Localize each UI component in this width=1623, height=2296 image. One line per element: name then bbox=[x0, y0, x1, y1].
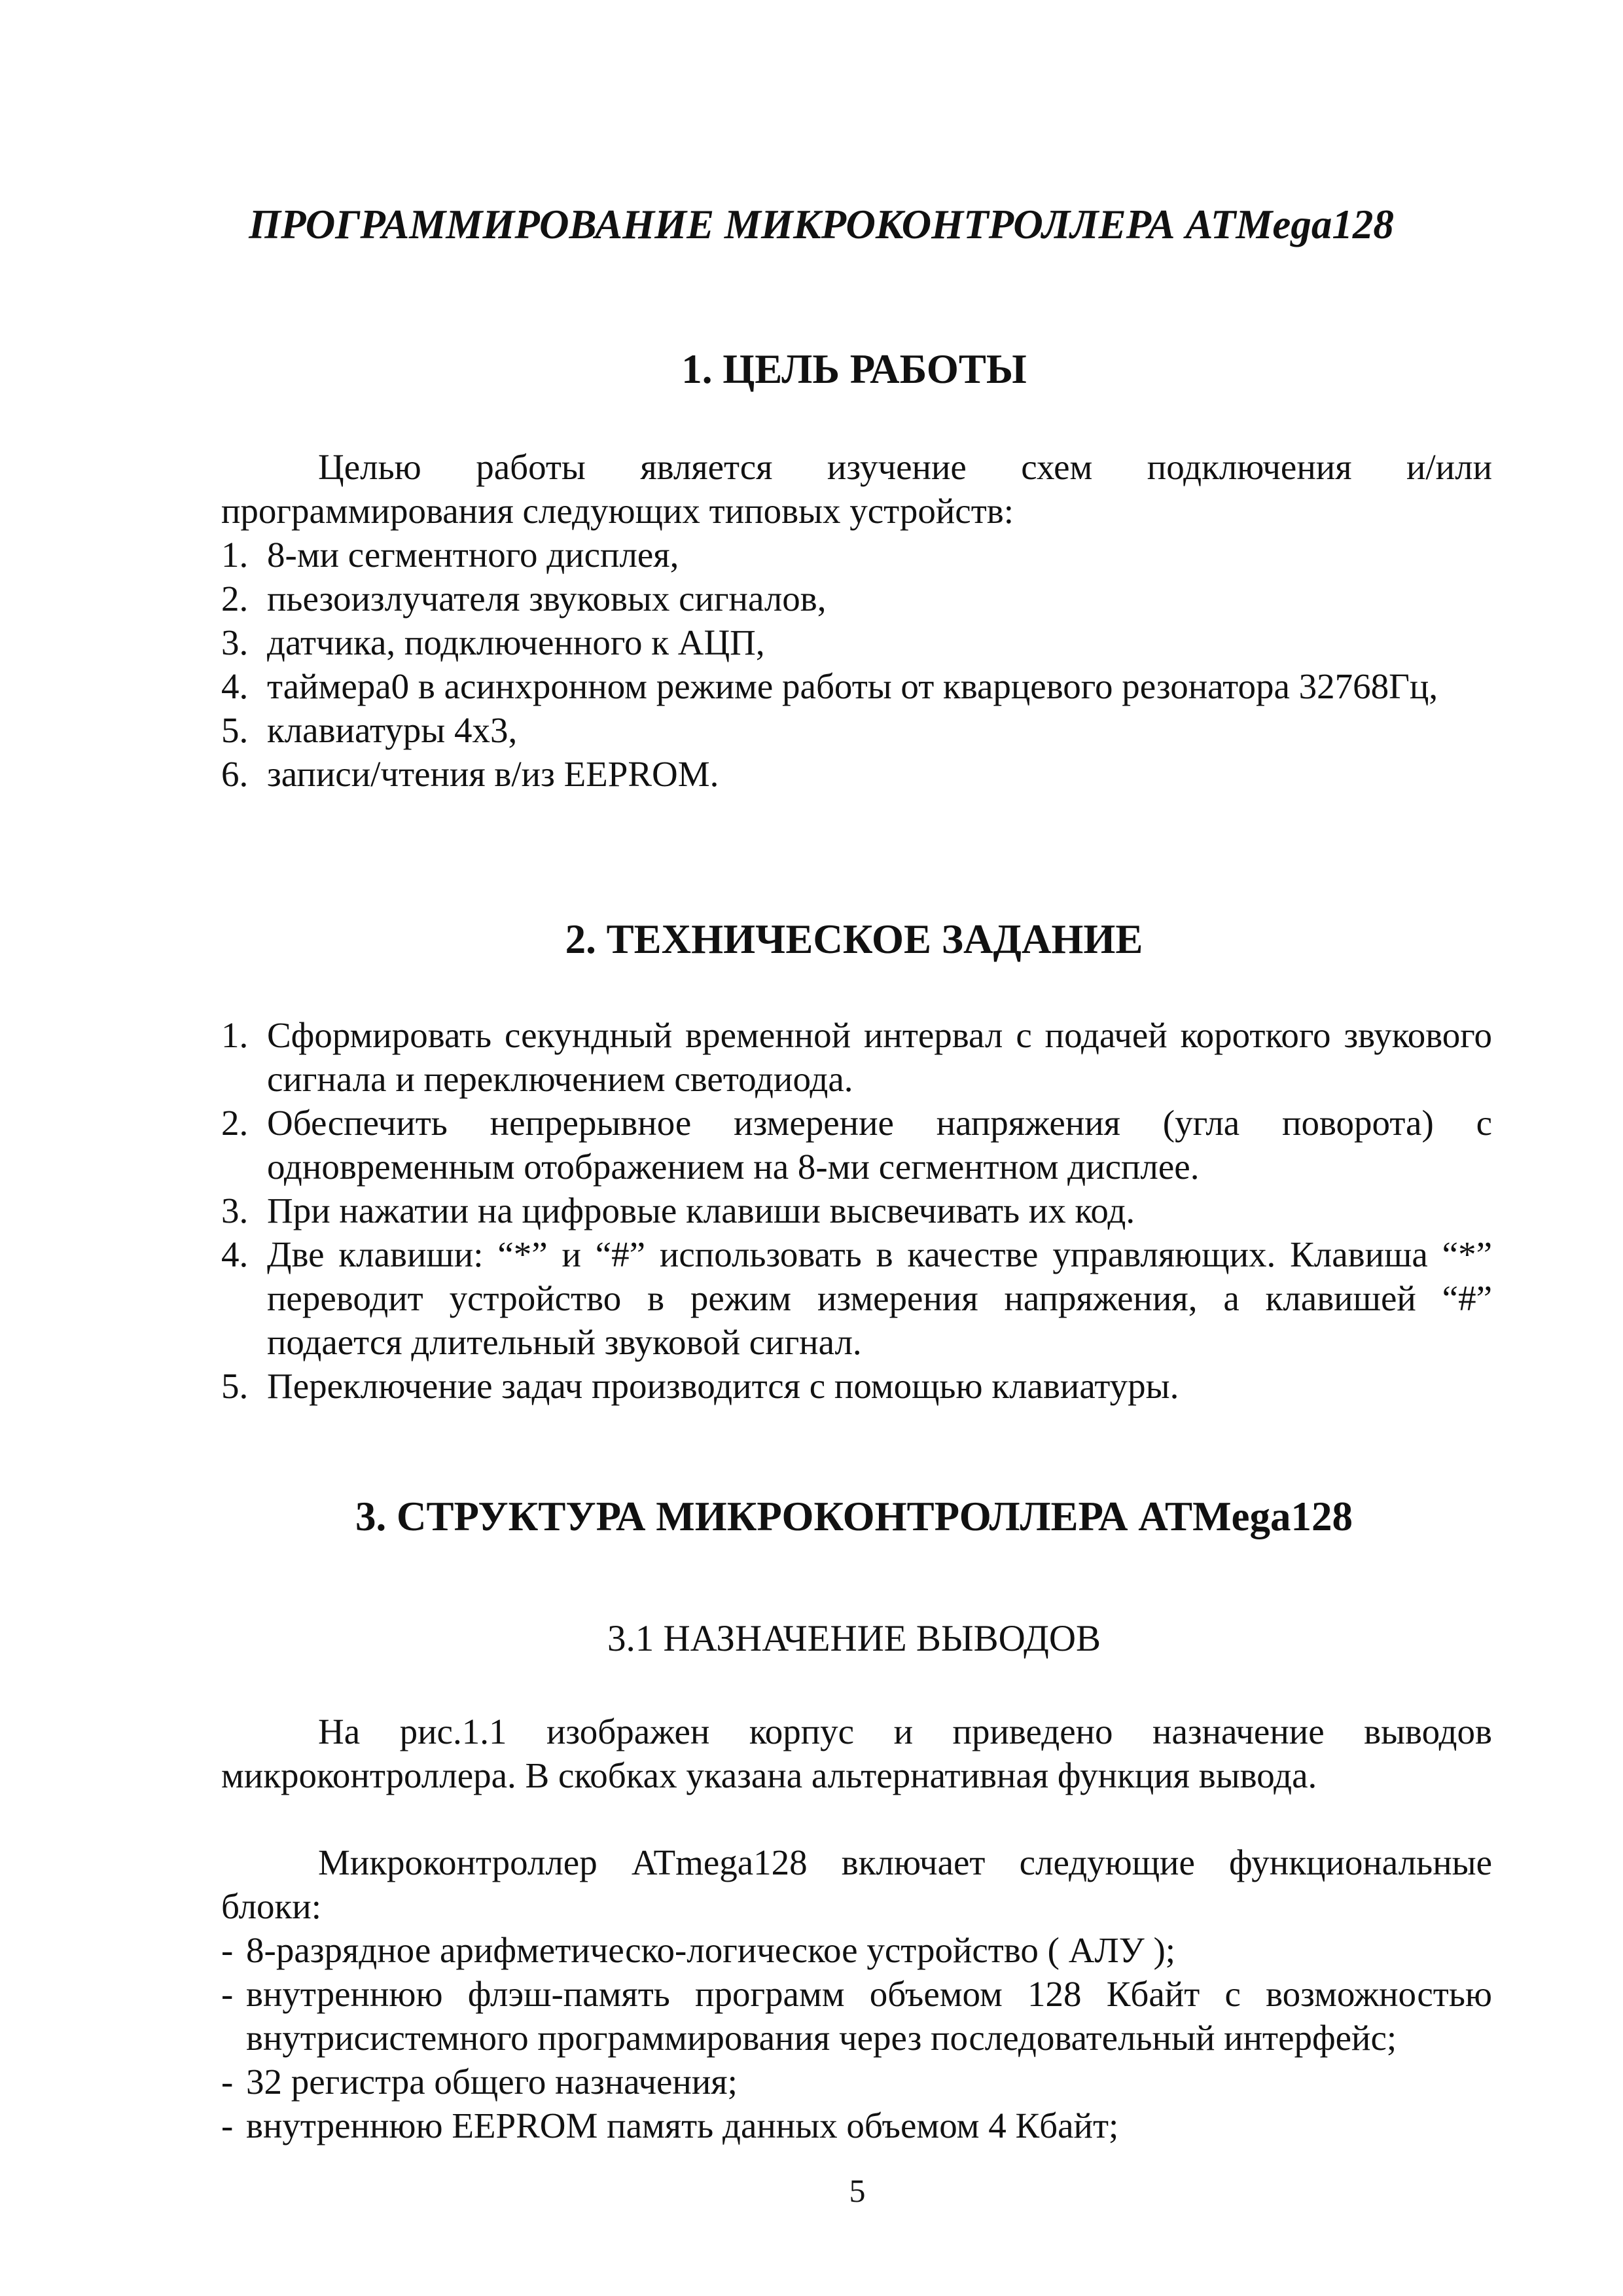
list-item: 6. записи/чтения в/из EEPROM. bbox=[221, 754, 719, 794]
list-item: 4. таймера0 в асинхронном режиме работы от кварцевого резонатора 32768Гц, bbox=[221, 666, 1438, 706]
list-item: - внутреннюю EEPROM память данных объемом 4 Кбайт; bbox=[221, 2106, 1119, 2145]
list-item: - внутреннюю флэш-память программ объемом 128 Кбайт с возможностью внутрисистемного программирования через последовательный интерфейс; bbox=[221, 1974, 1492, 2058]
list-item: 2. Обеспечить непрерывное измерение напряжения (угла поворота) с одновременным отображением на 8-ми сегментном дисплее. bbox=[221, 1103, 1492, 1187]
list-item: 1. Сформировать секундный временной интервал с подачей короткого звукового сигнала и переключением светодиода. bbox=[221, 1015, 1492, 1099]
list-item: 4. Две клавиши: “*” и “#” использовать в качестве управляющих. Клавиша “*” переводит устройство в режим измерения напряжения, а клавишей “#” подается длительный звуковой сигнал. bbox=[221, 1234, 1492, 1362]
list-item: 5. клавиатуры 4х3, bbox=[221, 710, 518, 750]
section-heading-goal: 1. ЦЕЛЬ РАБОТЫ bbox=[681, 346, 1027, 392]
blocks-intro-paragraph: Микроконтроллер ATmega128 включает следующие функциональные блоки: bbox=[221, 1842, 1492, 1926]
functional-blocks-list bbox=[221, 1928, 1492, 2147]
list-item: 2. пьезоизлучателя звуковых сигналов, bbox=[221, 579, 827, 619]
goal-device-list bbox=[221, 533, 1492, 796]
list-item: 3. При нажатии на цифровые клавиши высвечивать их код. bbox=[221, 1191, 1135, 1230]
list-item: 3. датчика, подключенного к АЦП, bbox=[221, 622, 765, 662]
document-title: ПРОГРАММИРОВАНИЕ МИКРОКОНТРОЛЛЕРА ATMega128 bbox=[249, 202, 1394, 247]
list-item: - 8-разрядное арифметическо-логическое устройство ( АЛУ ); bbox=[221, 1930, 1176, 1970]
section-heading-spec: 2. ТЕХНИЧЕСКОЕ ЗАДАНИЕ bbox=[565, 916, 1143, 962]
list-item: - 32 регистра общего назначения; bbox=[221, 2062, 738, 2102]
subsection-heading-pins: 3.1 НАЗНАЧЕНИЕ ВЫВОДОВ bbox=[607, 1618, 1101, 1659]
page-number: 5 bbox=[849, 2172, 866, 2209]
spec-task-list bbox=[221, 1013, 1492, 1408]
list-item: 5. Переключение задач производится с помощью клавиатуры. bbox=[221, 1366, 1179, 1406]
list-item: 1. 8-ми сегментного дисплея, bbox=[221, 535, 679, 575]
goal-intro-paragraph: Целью работы является изучение схем подключения и/или программирования следующих типовых устройств: bbox=[221, 447, 1492, 531]
section-heading-structure: 3. СТРУКТУРА МИКРОКОНТРОЛЛЕРА ATMega128 bbox=[355, 1494, 1353, 1539]
pins-paragraph: На рис.1.1 изображен корпус и приведено назначение выводов микроконтроллера. В скобках указана альтернативная функция вывода. bbox=[221, 1712, 1492, 1795]
